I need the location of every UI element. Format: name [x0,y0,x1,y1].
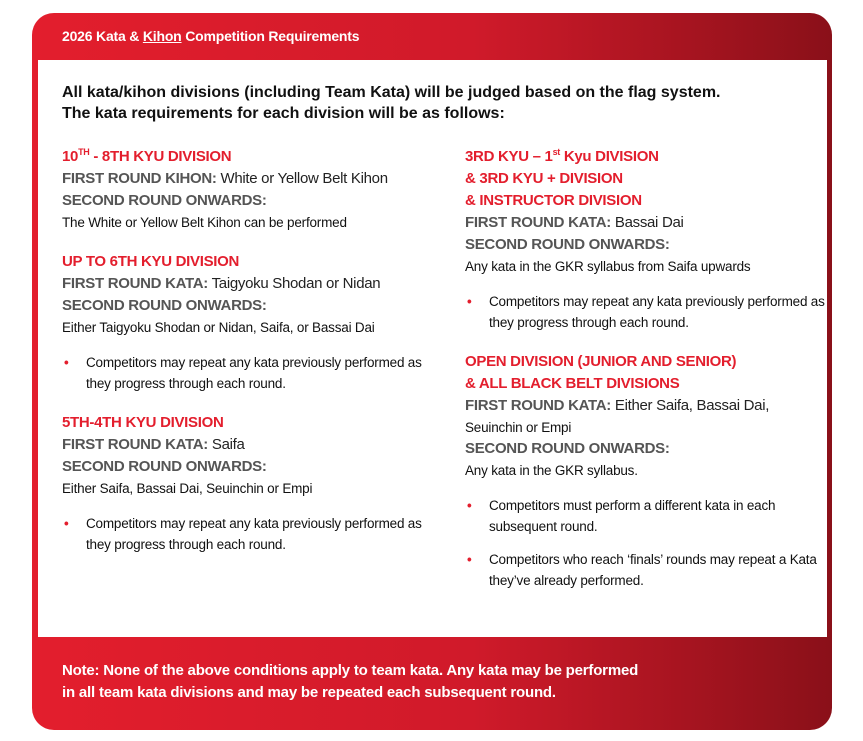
division-open-black-belt [465,351,845,591]
first-round: FIRST ROUND KATA: Taigyoku Shodan or Nidan [62,275,381,292]
right-column [465,146,845,609]
division-title: 10TH - 8TH KYU DIVISION [62,147,232,165]
bullet-list [62,352,442,394]
second-round-text: Either Taigyoku Shodan or Nidan, Saifa, or Bassai Dai [62,320,375,335]
first-round: FIRST ROUND KATA: Saifa [62,436,245,453]
second-round: SECOND ROUND ONWARDS: [62,458,267,475]
division-5th-4th-kyu [62,412,442,555]
division-3rd-1st-kyu [465,146,845,333]
first-round: FIRST ROUND KATA: Either Saifa, Bassai Dai, [465,397,770,414]
list-item: • Competitors may repeat any kata previously performed as they progress through each round. [465,291,845,333]
division-up-to-6th-kyu [62,251,442,394]
division-title: OPEN DIVISION (JUNIOR AND SENIOR) [465,353,737,370]
intro-line-2: The kata requirements for each division will be as follows: [62,105,505,122]
second-round-text: Any kata in the GKR syllabus from Saifa upwards [465,259,751,274]
division-title-line-3: & INSTRUCTOR DIVISION [465,192,642,209]
second-round: SECOND ROUND ONWARDS: [465,440,670,457]
bullet-icon: • [64,355,69,370]
bullet-icon: • [64,516,69,531]
list-item: • Competitors must perform a different kata in each subsequent round. [465,495,845,537]
first-round: FIRST ROUND KATA: Bassai Dai [465,214,684,231]
division-title-line-2: & 3RD KYU + DIVISION [465,170,623,187]
division-10th-8th-kyu [62,146,442,233]
list-item: • Competitors who reach ‘finals’ rounds may repeat a Kata they’ve already performed. [465,549,845,591]
bullet-list [62,513,442,555]
bullet-list [465,291,845,333]
bullet-icon: • [467,552,472,567]
list-item: • Competitors may repeat any kata previously performed as they progress through each round. [62,513,442,555]
division-title: 3RD KYU – 1st Kyu DIVISION [465,147,659,165]
first-round-continued: Seuinchin or Empi [465,420,572,435]
second-round-text: Any kata in the GKR syllabus. [465,463,638,478]
bullet-icon: • [467,294,472,309]
bullet-list [465,495,845,591]
left-column [62,146,442,573]
bullet-icon: • [467,498,472,513]
team-kata-note [62,660,742,704]
second-round-text: Either Saifa, Bassai Dai, Seuinchin or Empi [62,481,313,496]
page-title: 2026 Kata & Kihon Competition Requirements [62,28,360,44]
second-round: SECOND ROUND ONWARDS: [465,236,670,253]
intro-line-1: All kata/kihon divisions (including Team Kata) will be judged based on the flag system. [62,84,721,101]
note-line-2: in all team kata divisions and may be repeated each subsequent round. [62,684,556,701]
second-round-text: The White or Yellow Belt Kihon can be performed [62,215,347,230]
list-item: • Competitors may repeat any kata previously performed as they progress through each round. [62,352,442,394]
division-title-line-2: & ALL BLACK BELT DIVISIONS [465,375,680,392]
second-round: SECOND ROUND ONWARDS: [62,192,267,209]
division-title: 5TH-4TH KYU DIVISION [62,414,224,431]
note-line-1: Note: None of the above conditions apply to team kata. Any kata may be performed [62,662,639,679]
second-round: SECOND ROUND ONWARDS: [62,297,267,314]
division-title: UP TO 6TH KYU DIVISION [62,253,240,270]
intro-text [62,82,782,124]
first-round: FIRST ROUND KIHON: White or Yellow Belt Kihon [62,170,388,187]
